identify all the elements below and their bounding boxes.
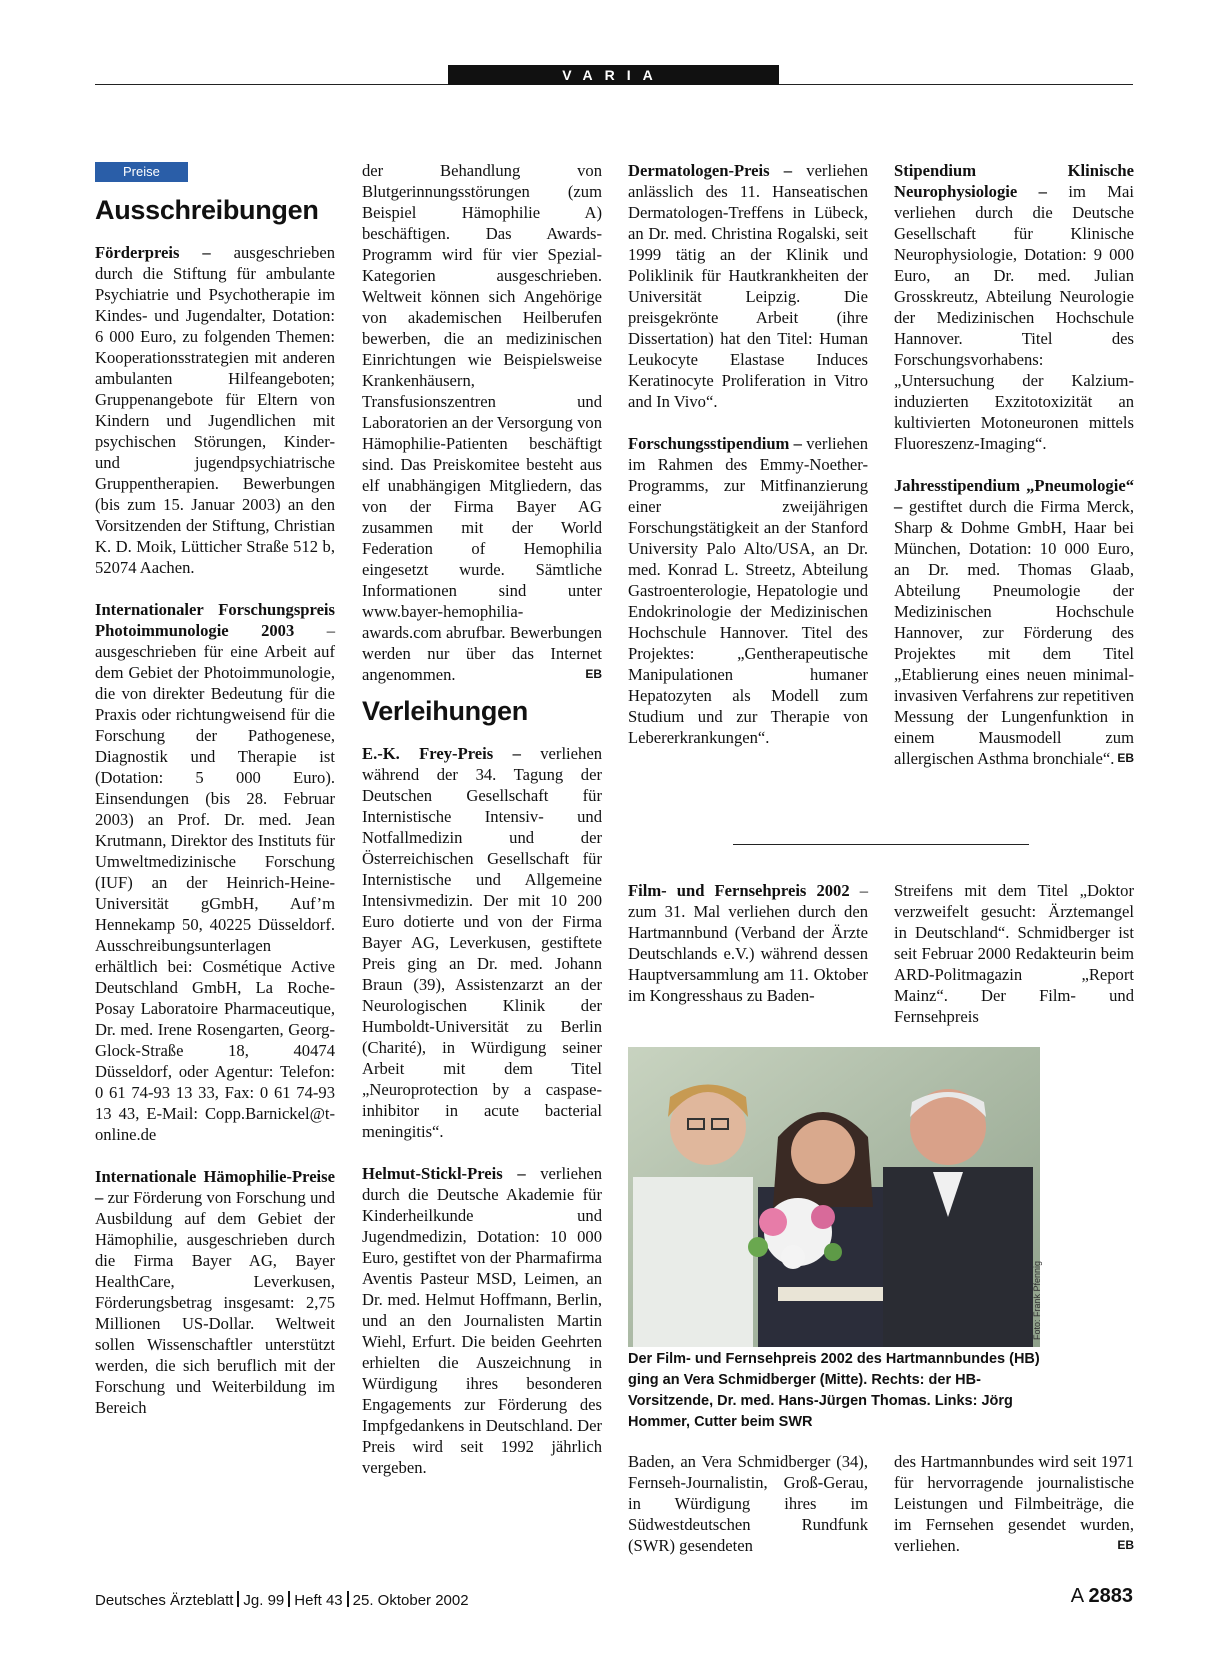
article-frey-preis <box>362 743 602 1142</box>
article-lead: Stipendium Klinische Neurophysiologie – <box>894 161 1134 201</box>
article-dermatologen-preis <box>628 160 868 412</box>
article-photoimmunologie <box>95 599 335 1145</box>
article-lead: Internationaler Forschungspreis Photoimmunologie 2003 <box>95 600 335 640</box>
section-label: VARIA <box>448 65 779 85</box>
article-lead: Forschungsstipendium – <box>628 434 802 453</box>
footer-separator <box>347 1591 349 1607</box>
article-body: Baden, an Vera Schmidberger (34), Fernseh-Journalistin, Groß-Gerau, in Würdigung ihres im Südwestdeutschen Rundfunk (SWR) gesendeten <box>628 1452 868 1555</box>
article-lead: Förderpreis – <box>95 243 211 262</box>
page-number-value: 2883 <box>1088 1585 1133 1607</box>
journal-volume: Jg. 99 <box>243 1592 285 1609</box>
category-badge: Preise <box>95 162 188 182</box>
film-article-part-2 <box>894 880 1134 1027</box>
author-signature: EB <box>1117 751 1134 765</box>
article-body: verliehen während der 34. Tagung der Deutschen Gesellschaft für Internistische Intensiv- und Notfallmedizin und der Österreichischen Gesellschaft für Internistische und Allgemeine Intensivmedizin. Der mit 10 200 Euro dotierte und von der Firma Bayer AG, Leverkusen, gestiftete Preis ging an Dr. med. Johann Braun (39), Assistenzarzt an der Neurologischen Klinik der Humboldt-Universität zu Berlin (Charité), in Würdigung seiner Arbeit mit dem Titel „Neuroprotection by a caspase-inhibitor in acute bacterial meningitis“. <box>362 744 602 1141</box>
article-stickl-preis <box>362 1163 602 1478</box>
article-forschungsstipendium <box>628 433 868 748</box>
article-body: der Behandlung von Blutgerinnungsstörungen (zum Beispiel Hämophilie A) beschäftigen. Das Awards-Programm wird für vier Spezial-Kategorien ausgeschrieben. Weltweit können sich Angehörige von akademischen Heilberufen bewerben, die an medizinischen Einrichtungen wie Beispielsweise Krankenhäusern, Transfusionszentren und Laboratorien an der Versorgung von Hämophilie-Patienten beschäftigt sind. Das Preiskomitee besteht aus elf unabhängigen Mitgliedern, das von der Firma Bayer AG zusammen mit der World Federation of Hemophilia eingesetzt wurde. Sämtliche Informationen sind unter www.bayer-hemophilia-awards.com abrufbar. Bewerbungen werden nur über das Internet angenommen. <box>362 161 602 684</box>
article-foerderpreis <box>95 242 335 578</box>
award-photo <box>628 1047 1040 1347</box>
article-pneumologie <box>894 475 1134 769</box>
journal-issue: Heft 43 <box>294 1592 343 1609</box>
article-body: verliehen anlässlich des 11. Hanseatischen Dermatologen-Treffens in Lübeck, an Dr. med. Christina Rogalski, seit 1999 tätig an der Klinik und Poliklinik für Hautkrankheiten der Universität Leipzig. Die preisgekrönte Arbeit (ihre Dissertation) hat den Titel: Human Leukocyte Elastase Induces Keratinocyte Proliferation in Vitro and In Vivo“. <box>628 161 868 411</box>
article-body: – zum 31. Mal verliehen durch den Hartmannbund (Verband der Ärzte Deutschlands e.V.) während dessen Hauptversammlung am 11. Oktober im Kongresshaus zu Baden- <box>628 881 868 1005</box>
article-lead: Helmut-Stickl-Preis – <box>362 1164 526 1183</box>
column-2 <box>362 160 602 1478</box>
column-4 <box>894 160 1134 769</box>
photo-credit: Foto: Frank Pfennig <box>1032 1260 1042 1340</box>
article-body: – ausgeschrieben für eine Arbeit auf dem Gebiet der Photoimmunologie, die von direkter Bedeutung für die Praxis oder richtungweisend für die Forschung der Pathogenese, Diagnostik und Therapie ist (Dotation: 5 000 Euro). Einsendungen (bis 28. Februar 2003) an Prof. Dr. med. Jean Krutmann, Direktor des Instituts für Umweltmedizinische Forschung (IUF) an der Heinrich-Heine-Universität gGmbH, Auf’m Hennekamp 50, 40225 Düsseldorf. Ausschreibungsunterlagen erhältlich bei: Cosmétique Active Deutschland GmbH, La Roche-Posay Laboratoire Pharmaceutique, Dr. med. Irene Rosengarten, Georg-Glock-Straße 18, 40474 Düsseldorf, oder Agentur: Telefon: 0 61 74-93 13 33, Fax: 0 61 74-93 13 43, E-Mail: Copp.Barnickel@t-online.de <box>95 621 335 1144</box>
page-prefix: A <box>1070 1585 1083 1607</box>
article-neurophysiologie <box>894 160 1134 454</box>
film-article-intro <box>628 880 868 1006</box>
article-haemophilie-cont <box>362 160 602 685</box>
film-article-part-3 <box>628 1451 868 1556</box>
column-1 <box>95 160 335 1418</box>
column-3 <box>628 160 868 748</box>
author-signature: EB <box>1117 1538 1134 1552</box>
article-body: verliehen im Rahmen des Emmy-Noether-Programms, zur Mitfinanzierung einer zweijährigen Forschungstätigkeit an der Stanford University Palo Alto/USA, an Dr. med. Konrad L. Streetz, Abteilung Gastroenterologie, Hepatologie und Endokrinologie der Medizinischen Hochschule Hannover. Titel des Projektes: „Gentherapeutische Manipulationen humaner Hepatozyten als Modell zum Studium und zur Therapie von Lebererkrankungen“. <box>628 434 868 747</box>
article-body: zur Förderung von Forschung und Ausbildung auf dem Gebiet der Hämophilie, ausgeschrieben durch die Firma Bayer AG, Bayer HealthCare, Leverkusen, Förderungsbetrag insgesamt: 2,75 Millionen US-Dollar. Weltweit sollen Wissenschaftler unterstützt werden, die sich beruflich mit der Forschung und Weiterbildung im Bereich <box>95 1188 335 1417</box>
film-article-part-1 <box>628 880 868 1006</box>
article-body: verliehen durch die Deutsche Akademie für Kinderheilkunde und Jugendmedizin, Dotation: 10 000 Euro, gestiftet von der Pharmafirma Aventis Pasteur MSD, Leimen, an Dr. med. Helmut Hoffmann, Berlin, und an den Journalisten Martin Wiehl, Erfurt. Die beiden Geehrten erhielten die Auszeichnung in Würdigung ihres besonderen Engagements zur Förderung des Impfgedankens in Deutschland. Der Preis wird seit 1992 jährlich vergeben. <box>362 1164 602 1477</box>
article-body: des Hartmannbundes wird seit 1971 für hervorragende journalistische Leistungen und Filmbeiträge, die im Fernsehen gesendet wurden, verliehen. <box>894 1452 1134 1555</box>
section-title-verleihungen: Verleihungen <box>362 696 528 726</box>
article-body: im Mai verliehen durch die Deutsche Gesellschaft für Klinische Neurophysiologie, Dotation: 9 000 Euro, an Dr. med. Julian Grosskreutz, Abteilung Neurologie der Medizinischen Hochschule Hannover. Titel des Forschungsvorhabens: „Untersuchung der Kalzium-induzierten Exzitotoxizität an kultivierten Motoneuronen mittels Fluoreszenz-Imaging“. <box>894 182 1135 453</box>
article-haemophilie <box>95 1166 335 1418</box>
journal-name: Deutsches Ärzteblatt <box>95 1592 234 1609</box>
film-article-part-4 <box>894 1451 1134 1556</box>
issue-date: 25. Oktober 2002 <box>352 1592 469 1609</box>
photo-caption: Der Film- und Fernsehpreis 2002 des Hartmannbundes (HB) ging an Vera Schmidberger (Mitte). Rechts: der HB-Vorsitzende, Dr. med. Hans-Jürgen Thomas. Links: Jörg Hommer, Cutter beim SWR <box>628 1351 1040 1430</box>
footer-separator <box>288 1591 290 1607</box>
article-lead: Film- und Fernsehpreis 2002 <box>628 881 850 900</box>
page-footer <box>95 1591 469 1609</box>
article-body: Streifens mit dem Titel „Doktor verzweifelt gesucht: Ärztemangel in Deutschland“. Schmidberger ist seit Februar 2000 Redakteurin beim ARD-Politmagazin „Report Mainz“. Der Film- und Fernsehpreis <box>894 881 1134 1026</box>
article-lead: E.-K. Frey-Preis – <box>362 744 521 763</box>
section-title-ausschreibungen: Ausschreibungen <box>95 195 319 225</box>
article-body: ausgeschrieben durch die Stiftung für ambulante Psychiatrie und Psychotherapie im Kindes- und Jugendalter, Dotation: 6 000 Euro, zu folgenden Themen: Kooperationsstrategien mit anderen ambulanten Hilfeangeboten; Gruppenangebote für Eltern von Kindern und Jugendlichen mit psychischen Störungen, Kinder- und jugendpsychiatrische Gruppentherapien. Bewerbungen (bis zum 15. Januar 2003) an den Vorsitzenden der Stiftung, Christian K. D. Moik, Lütticher Straße 512 b, 52074 Aachen. <box>95 243 335 577</box>
article-divider <box>733 844 1029 845</box>
author-signature: EB <box>585 667 602 681</box>
page-number <box>1071 1585 1133 1608</box>
footer-separator <box>237 1591 239 1607</box>
award-photo-image <box>628 1047 1040 1347</box>
article-lead: Internationale Hämophilie-Preise – <box>95 1167 335 1207</box>
article-lead: Jahresstipendium „Pneumologie“ – <box>894 476 1134 516</box>
article-body: gestiftet durch die Firma Merck, Sharp & Dohme GmbH, Haar bei München, Dotation: 10 000 Euro, an Dr. med. Thomas Glaab, Abteilung Pneumologie der Medizinischen Hochschule Hannover, zur Förderung des Projektes mit dem Titel „Etablierung eines neuen minimal-invasiven Verfahrens zur repetitiven Messung der Lungenfunktion in einem Mausmodell zum allergischen Asthma bronchiale“. <box>894 497 1134 768</box>
film-article-end <box>894 1451 1134 1556</box>
article-lead: Dermatologen-Preis – <box>628 161 793 180</box>
